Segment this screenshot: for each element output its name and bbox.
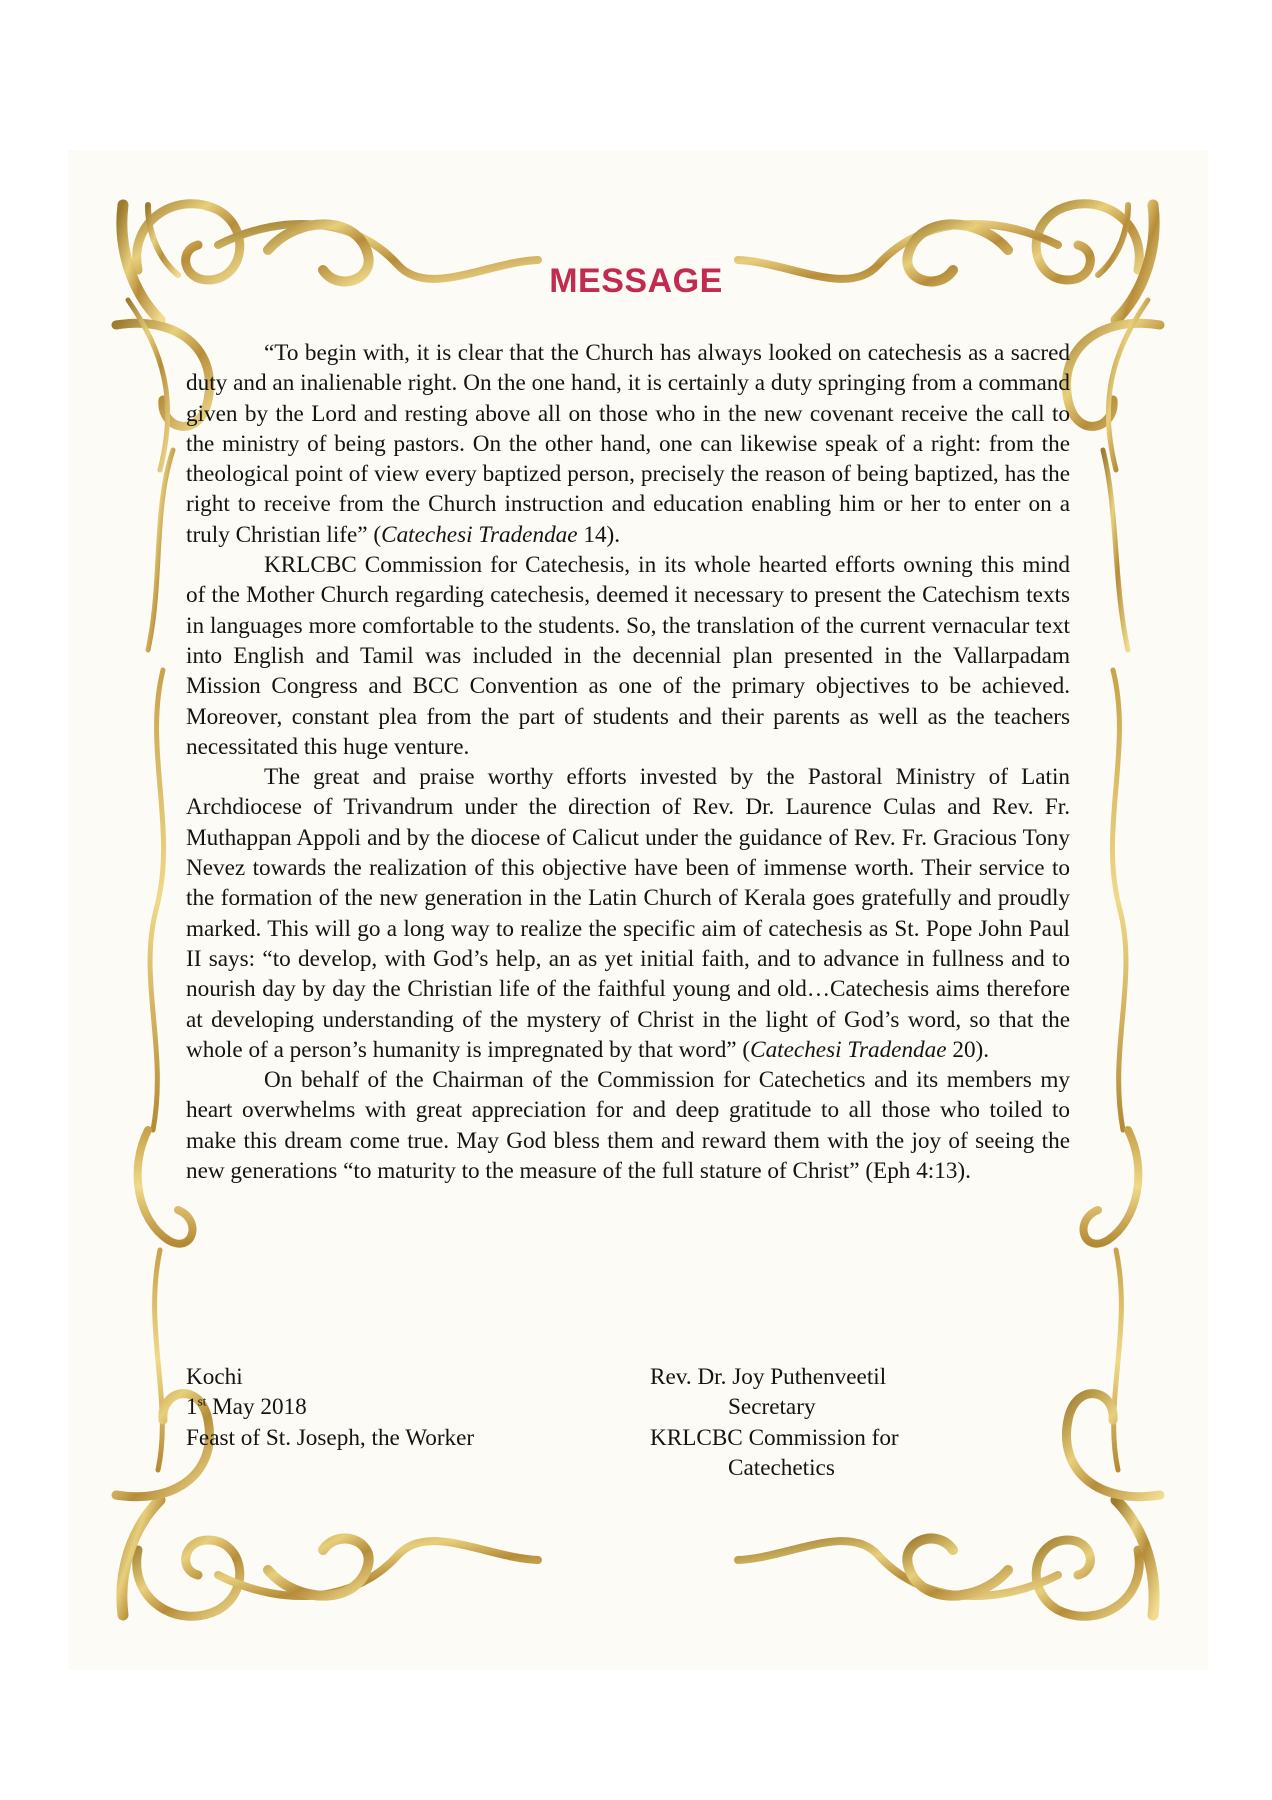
paragraph-4: On behalf of the Chairman of the Commission for Catechetics and its members my heart overwhelms with great appreciation for and deep gratitude to all those who toiled to make this dream come true. May God bless them and reward them with the joy of seeing the new generations “to maturity to the measure of the full stature of Christ” (Eph 4:13).	[186, 1067, 1070, 1185]
signatory-org-line1: KRLCBC Commission for	[650, 1424, 899, 1451]
paragraph-3: The great and praise worthy efforts invested by the Pastoral Ministry of Latin Archdiocese of Trivandrum under the direction of Rev. Dr. Laurence Culas and Rev. Fr. Muthappan Appoli and by the diocese of Calicut under the guidance of Rev. Fr. Gracious Tony Nevez towards the realization of this objective have been of immense worth. Their service to the formation of the new generation in the Latin Church of Kerala goes gratefully and proudly marked. This will go a long way to realize the specific aim of catechesis as St. Pope John Paul II says: “to develop, with God’s help, an as yet initial faith, and to advance in fullness and to nourish day by day the Christian life of the faithful young and old…Catechesis aims therefore at developing understanding of the mystery of Christ in the light of God’s word, so that the whole of a person’s humanity is impregnated by that word” (Catechesi Tradendae 20).	[186, 764, 1070, 1063]
page-title: MESSAGE	[549, 262, 723, 300]
place: Kochi	[186, 1364, 243, 1390]
signatory-org-line2: Catechetics	[728, 1454, 835, 1481]
message-body	[186, 338, 1070, 1186]
signature-block	[650, 1362, 899, 1483]
signatory-role: Secretary	[728, 1394, 816, 1421]
paragraph-2: KRLCBC Commission for Catechesis, in its whole hearted efforts owning this mind of the Mother Church regarding catechesis, deemed it necessary to present the Catechism texts in languages more comfortable to the students. So, the translation of the current vernacular text into English and Tamil was included in the decennial plan presented in the Vallarpadam Mission Congress and BCC Convention as one of the primary objectives to be achieved. Moreover, constant plea from the part of students and their parents as well as the teachers necessitated this huge venture.	[186, 552, 1070, 760]
paragraph-1: “To begin with, it is clear that the Church has always looked on catechesis as a sacred duty and an inalienable right. On the one hand, it is certainly a duty springing from a command given by the Lord and resting above all on those who in the new covenant receive the call to the ministry of being pastors. On the other hand, one can likewise speak of a right: from the theological point of view every baptized person, precisely the reason of being baptized, has the right to receive from the Church instruction and education enabling him or her to enter on a truly Christian life” (Catechesi Tradendae 14).	[186, 340, 1070, 548]
citation: Catechesi Tradendae	[750, 1036, 947, 1063]
date: 1st May 2018	[186, 1393, 307, 1421]
signatory-name: Rev. Dr. Joy Puthenveetil	[650, 1364, 887, 1390]
feast: Feast of St. Joseph, the Worker	[186, 1424, 475, 1451]
citation: Catechesi Tradendae	[381, 521, 578, 548]
place-date-block	[186, 1362, 474, 1453]
